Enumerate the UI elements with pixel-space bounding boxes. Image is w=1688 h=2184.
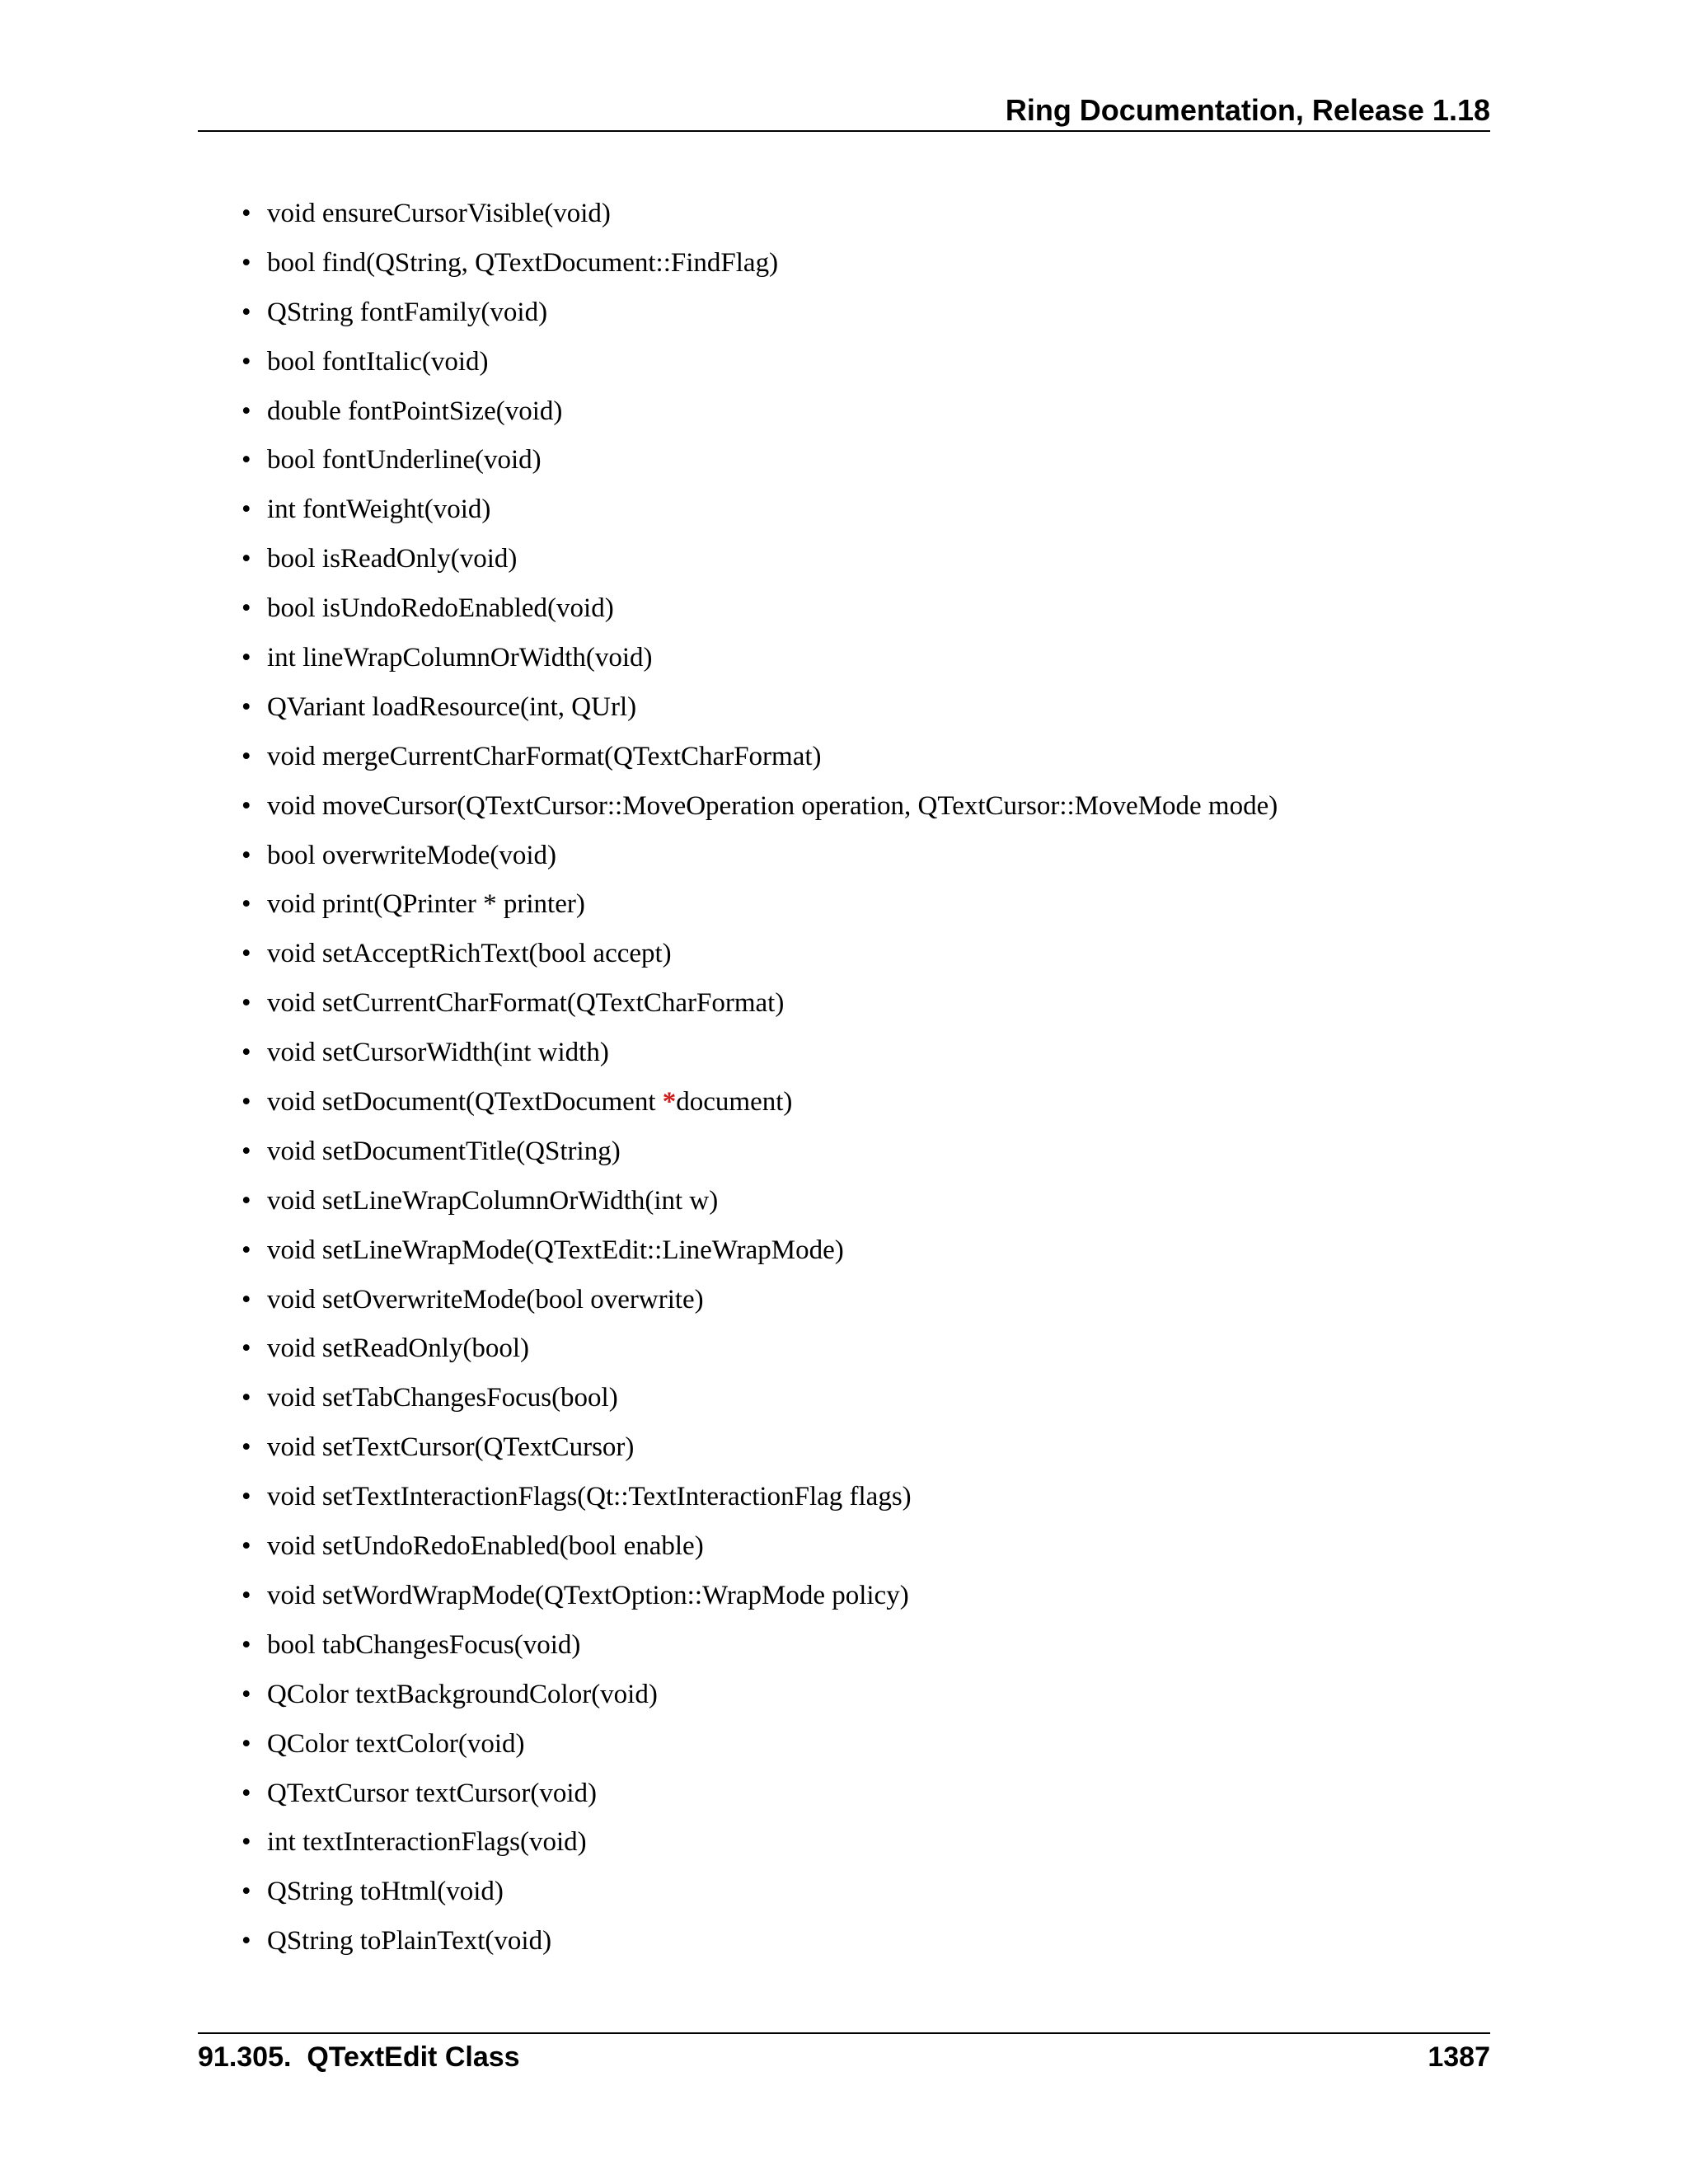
bullet-icon: • <box>241 1235 251 1265</box>
method-list <box>0 195 1688 1972</box>
method-signature: void setWordWrapMode(QTextOption::WrapMode policy) <box>267 1580 909 1610</box>
list-item <box>0 1183 1688 1232</box>
method-signature: void setOverwriteMode(bool overwrite) <box>267 1284 704 1315</box>
method-signature: void setTextCursor(QTextCursor) <box>267 1432 635 1463</box>
method-signature: int textInteractionFlags(void) <box>267 1827 587 1858</box>
bullet-icon: • <box>241 1383 251 1413</box>
method-signature: bool tabChangesFocus(void) <box>267 1629 581 1660</box>
bullet-icon: • <box>241 593 251 624</box>
list-item <box>0 1034 1688 1084</box>
bullet-icon: • <box>241 297 251 327</box>
bullet-icon: • <box>241 396 251 426</box>
bullet-icon: • <box>241 1432 251 1463</box>
list-item <box>0 788 1688 837</box>
method-signature: int fontWeight(void) <box>267 494 491 525</box>
list-item <box>0 1923 1688 1972</box>
method-signature: void setReadOnly(bool) <box>267 1333 530 1364</box>
bullet-icon: • <box>241 1580 251 1610</box>
method-signature: double fontPointSize(void) <box>267 396 563 426</box>
bullet-icon: • <box>241 939 251 969</box>
list-item <box>0 640 1688 689</box>
bullet-icon: • <box>241 544 251 574</box>
method-signature: void mergeCurrentCharFormat(QTextCharFormat) <box>267 741 822 771</box>
bullet-icon: • <box>241 1185 251 1216</box>
list-item <box>0 1232 1688 1282</box>
bullet-icon: • <box>241 1877 251 1907</box>
list-item <box>0 1479 1688 1528</box>
list-item <box>0 393 1688 443</box>
list-item <box>0 886 1688 935</box>
method-signature: QString fontFamily(void) <box>267 297 548 327</box>
list-item <box>0 1726 1688 1775</box>
method-signature: void setDocumentTitle(QString) <box>267 1136 621 1166</box>
list-item <box>0 837 1688 887</box>
footer-divider <box>198 2032 1490 2034</box>
bullet-icon: • <box>241 1629 251 1660</box>
method-signature: bool overwriteMode(void) <box>267 840 556 870</box>
footer-section-title: 91.305. QTextEdit Class <box>198 2041 520 2073</box>
list-item <box>0 689 1688 738</box>
bullet-icon: • <box>241 1728 251 1759</box>
running-header: Ring Documentation, Release 1.18 <box>1005 93 1490 127</box>
header-divider <box>198 130 1490 132</box>
list-item <box>0 1775 1688 1825</box>
list-item <box>0 1528 1688 1577</box>
bullet-icon: • <box>241 1778 251 1808</box>
method-signature: QVariant loadResource(int, QUrl) <box>267 691 637 722</box>
bullet-icon: • <box>241 346 251 377</box>
method-signature: void setLineWrapMode(QTextEdit::LineWrapMode) <box>267 1235 844 1265</box>
bullet-icon: • <box>241 247 251 278</box>
bullet-icon: • <box>241 889 251 920</box>
list-item <box>0 1330 1688 1380</box>
bullet-icon: • <box>241 643 251 673</box>
bullet-icon: • <box>241 199 251 228</box>
method-signature: bool isReadOnly(void) <box>267 544 518 574</box>
list-item <box>0 344 1688 393</box>
bullet-icon: • <box>241 988 251 1019</box>
list-item <box>0 1429 1688 1479</box>
method-signature: QString toHtml(void) <box>267 1877 504 1907</box>
bullet-icon: • <box>241 840 251 870</box>
method-signature: void setDocument(QTextDocument *document) <box>267 1087 793 1118</box>
bullet-icon: • <box>241 1284 251 1315</box>
method-signature: void print(QPrinter * printer) <box>267 889 585 920</box>
list-item <box>0 935 1688 985</box>
method-signature: void setTextInteractionFlags(Qt::TextInteractionFlag flags) <box>267 1482 912 1512</box>
method-signature: QColor textBackgroundColor(void) <box>267 1679 658 1709</box>
list-item <box>0 1627 1688 1676</box>
bullet-icon: • <box>241 1531 251 1562</box>
method-signature: void setAcceptRichText(bool accept) <box>267 939 672 969</box>
page-number: 1387 <box>1428 2041 1490 2073</box>
list-item <box>0 590 1688 640</box>
bullet-icon: • <box>241 1482 251 1512</box>
bullet-icon: • <box>241 1827 251 1858</box>
pointer-asterisk: * <box>662 1087 677 1118</box>
method-signature: void setUndoRedoEnabled(bool enable) <box>267 1531 704 1562</box>
list-item <box>0 1676 1688 1726</box>
method-signature: bool find(QString, QTextDocument::FindFlag) <box>267 247 779 278</box>
list-item <box>0 245 1688 294</box>
bullet-icon: • <box>241 790 251 821</box>
bullet-icon: • <box>241 1926 251 1957</box>
list-item <box>0 491 1688 541</box>
method-signature: bool isUndoRedoEnabled(void) <box>267 593 614 624</box>
method-signature: void ensureCursorVisible(void) <box>267 199 611 228</box>
bullet-icon: • <box>241 445 251 476</box>
list-item <box>0 1873 1688 1923</box>
method-signature: QTextCursor textCursor(void) <box>267 1778 598 1808</box>
list-item <box>0 1084 1688 1133</box>
list-item <box>0 1133 1688 1183</box>
method-signature: int lineWrapColumnOrWidth(void) <box>267 643 653 673</box>
method-signature: bool fontUnderline(void) <box>267 445 542 476</box>
list-item <box>0 1577 1688 1627</box>
method-signature: void setTabChangesFocus(bool) <box>267 1383 618 1413</box>
list-item <box>0 294 1688 344</box>
bullet-icon: • <box>241 1679 251 1709</box>
list-item <box>0 541 1688 590</box>
bullet-icon: • <box>241 1136 251 1166</box>
method-signature: void setLineWrapColumnOrWidth(int w) <box>267 1185 719 1216</box>
bullet-icon: • <box>241 741 251 771</box>
method-signature: void moveCursor(QTextCursor::MoveOperation operation, QTextCursor::MoveMode mode) <box>267 790 1278 821</box>
method-signature: bool fontItalic(void) <box>267 346 489 377</box>
list-item <box>0 738 1688 788</box>
method-signature: void setCursorWidth(int width) <box>267 1038 609 1068</box>
method-signature: void setCurrentCharFormat(QTextCharFormat) <box>267 988 785 1019</box>
method-signature: QString toPlainText(void) <box>267 1926 552 1957</box>
list-item <box>0 1282 1688 1331</box>
method-signature: QColor textColor(void) <box>267 1728 525 1759</box>
list-item <box>0 1824 1688 1873</box>
list-item <box>0 1380 1688 1429</box>
list-item <box>0 985 1688 1034</box>
bullet-icon: • <box>241 1333 251 1364</box>
list-item <box>0 442 1688 491</box>
bullet-icon: • <box>241 1087 251 1118</box>
list-item <box>0 195 1688 245</box>
bullet-icon: • <box>241 494 251 525</box>
bullet-icon: • <box>241 1038 251 1068</box>
bullet-icon: • <box>241 691 251 722</box>
